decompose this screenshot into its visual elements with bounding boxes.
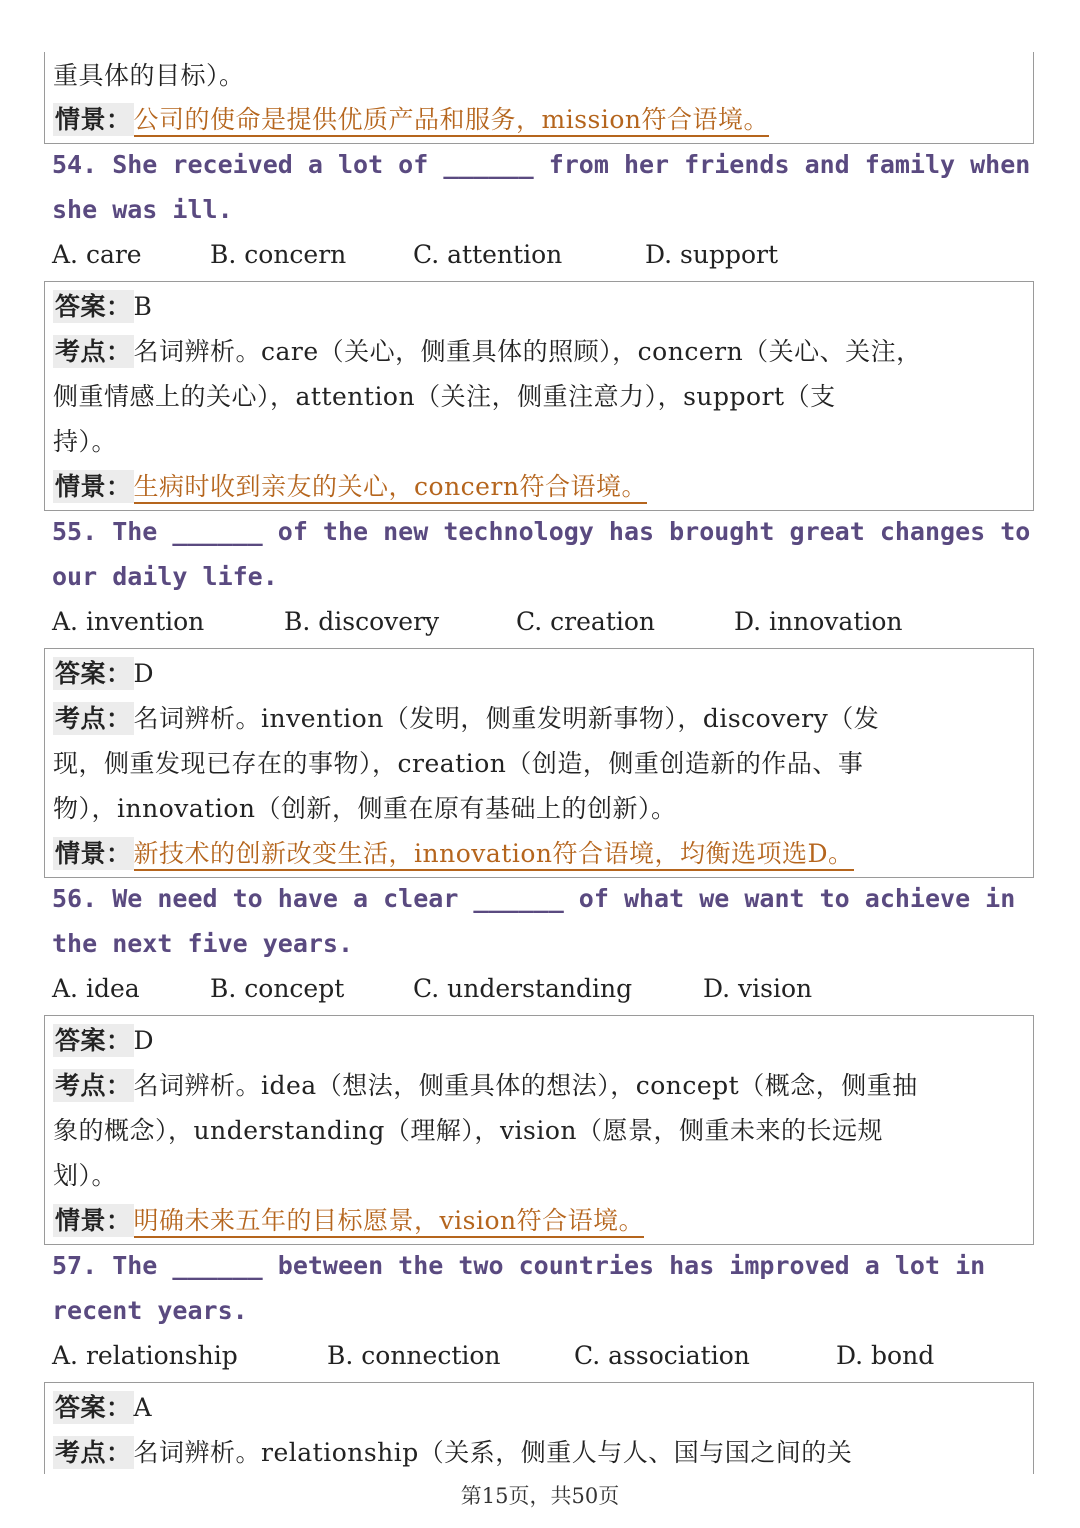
point-label: 考点： bbox=[55, 1438, 132, 1467]
answer-line-57 bbox=[53, 1388, 152, 1424]
context-label: 情景： bbox=[55, 105, 132, 134]
answer-label: 答案： bbox=[55, 1393, 132, 1422]
prev-point-tail: 重具体的目标）。 bbox=[53, 61, 245, 90]
point-line-54-1 bbox=[53, 332, 922, 368]
option-c: C. association bbox=[574, 1341, 750, 1370]
context-text: 明确未来五年的目标愿景，vision符合语境。 bbox=[134, 1206, 645, 1238]
option-a: A. care bbox=[52, 240, 142, 269]
option-c: C. attention bbox=[413, 240, 563, 269]
prev-context-line bbox=[53, 100, 769, 136]
option-a: A. relationship bbox=[52, 1341, 238, 1370]
point-line-56-3: 划）。 bbox=[53, 1161, 118, 1190]
option-d: D. support bbox=[645, 240, 779, 269]
answer-value: D bbox=[133, 1026, 155, 1055]
options-56 bbox=[52, 974, 812, 1003]
question-54-line1: 54. She received a lot of ______ from her friends and family when bbox=[52, 150, 1031, 179]
context-line-54 bbox=[53, 467, 647, 503]
point-text: 名词辨析。relationship（关系，侧重人与人、国与国之间的关 bbox=[133, 1438, 853, 1467]
option-d: D. bond bbox=[836, 1341, 935, 1370]
option-b: B. concept bbox=[210, 974, 345, 1003]
point-label: 考点： bbox=[55, 337, 132, 366]
point-text: 名词辨析。care（关心，侧重具体的照顾），concern（关心、关注， bbox=[133, 337, 922, 366]
context-text: 公司的使命是提供优质产品和服务，mission符合语境。 bbox=[134, 105, 770, 137]
context-label: 情景： bbox=[55, 839, 132, 868]
answer-value: D bbox=[133, 659, 155, 688]
point-text: 名词辨析。invention（发明，侧重发明新事物），discovery（发 bbox=[133, 704, 880, 733]
point-line-55-3: 物），innovation（创新，侧重在原有基础上的创新）。 bbox=[53, 794, 677, 823]
context-text: 新技术的创新改变生活，innovation符合语境，均衡选项选D。 bbox=[134, 839, 854, 871]
context-label: 情景： bbox=[55, 472, 132, 501]
option-d: D. vision bbox=[703, 974, 813, 1003]
answer-label: 答案： bbox=[55, 292, 132, 321]
answer-label: 答案： bbox=[55, 659, 132, 688]
option-a: A. invention bbox=[52, 607, 205, 636]
point-line-56-2: 象的概念），understanding（理解），vision（愿景，侧重未来的长远规 bbox=[53, 1116, 884, 1145]
point-line-55-1 bbox=[53, 699, 879, 735]
question-54-line2: she was ill. bbox=[52, 195, 233, 224]
point-label: 考点： bbox=[55, 1071, 132, 1100]
question-55-line1: 55. The ______ of the new technology has brought great changes to bbox=[52, 517, 1031, 546]
context-line-55 bbox=[53, 834, 854, 870]
answer-line-54 bbox=[53, 287, 152, 323]
point-line-54-2: 侧重情感上的关心），attention（关注，侧重注意力），support（支 bbox=[53, 382, 836, 411]
answer-label: 答案： bbox=[55, 1026, 132, 1055]
option-d: D. innovation bbox=[734, 607, 903, 636]
answer-value: B bbox=[133, 292, 153, 321]
option-b: B. discovery bbox=[284, 607, 440, 636]
option-b: B. connection bbox=[327, 1341, 501, 1370]
page-number: 第15页，共50页 bbox=[460, 1484, 620, 1508]
question-55-line2: our daily life. bbox=[52, 562, 278, 591]
question-56-line1: 56. We need to have a clear ______ of what we want to achieve in bbox=[52, 884, 1016, 913]
answer-value: A bbox=[133, 1393, 153, 1422]
point-line-56-1 bbox=[53, 1066, 918, 1102]
point-label: 考点： bbox=[55, 704, 132, 733]
option-a: A. idea bbox=[52, 974, 140, 1003]
context-text: 生病时收到亲友的关心，concern符合语境。 bbox=[134, 472, 648, 504]
option-c: C. understanding bbox=[413, 974, 633, 1003]
point-text: 名词辨析。idea（想法，侧重具体的想法），concept（概念，侧重抽 bbox=[133, 1071, 918, 1100]
options-57 bbox=[52, 1341, 934, 1370]
answer-line-55 bbox=[53, 654, 154, 690]
options-55 bbox=[52, 607, 903, 636]
point-line-54-3: 持）。 bbox=[53, 427, 118, 456]
options-54 bbox=[52, 240, 778, 269]
question-57-line1: 57. The ______ between the two countries has improved a lot in bbox=[52, 1251, 986, 1280]
answer-line-56 bbox=[53, 1021, 154, 1057]
question-56-line2: the next five years. bbox=[52, 929, 354, 958]
option-b: B. concern bbox=[210, 240, 347, 269]
question-57-line2: recent years. bbox=[52, 1296, 248, 1325]
context-label: 情景： bbox=[55, 1206, 132, 1235]
option-c: C. creation bbox=[516, 607, 655, 636]
context-line-56 bbox=[53, 1201, 644, 1237]
point-line-55-2: 现，侧重发现已存在的事物），creation（创造，侧重创造新的作品、事 bbox=[53, 749, 864, 778]
point-line-57-1 bbox=[53, 1433, 852, 1469]
